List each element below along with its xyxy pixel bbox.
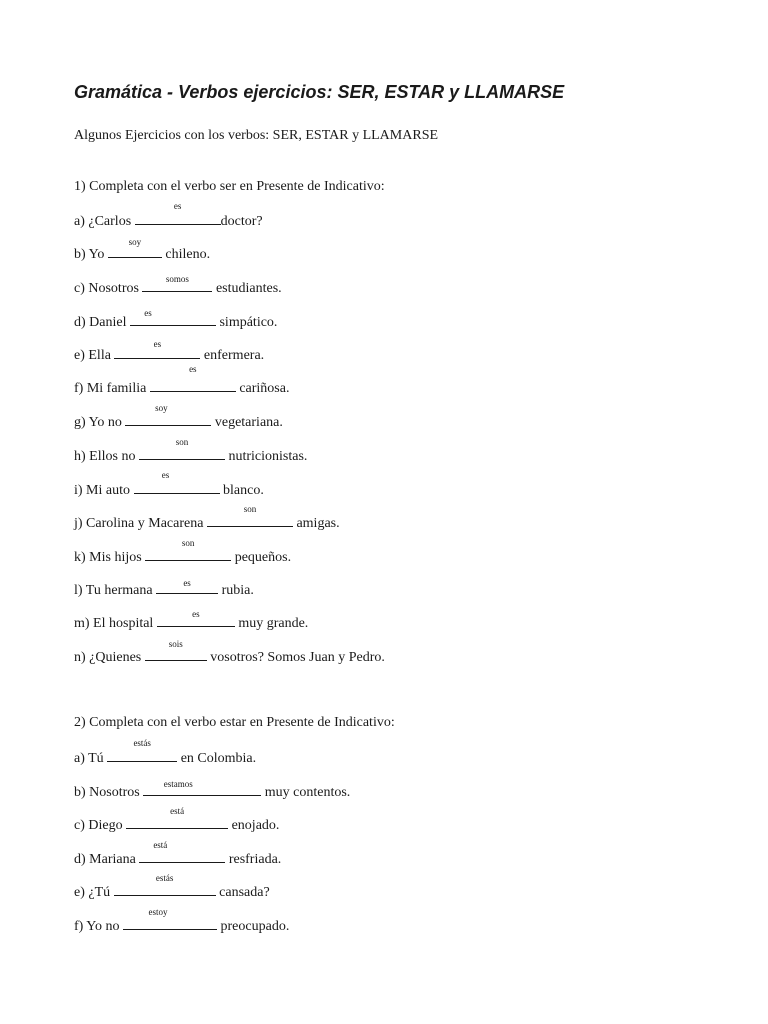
answer-text: es bbox=[144, 308, 152, 318]
answer-text: sois bbox=[168, 639, 183, 649]
exercise-line bbox=[74, 639, 385, 667]
exercise-line bbox=[74, 738, 257, 768]
answer-blank bbox=[156, 580, 218, 594]
answer-blank bbox=[207, 504, 293, 527]
exercise-suffix: chileno. bbox=[161, 247, 211, 262]
answer-blank bbox=[139, 840, 225, 863]
answer-blank bbox=[125, 403, 211, 426]
exercise-line bbox=[74, 779, 351, 802]
exercise-line bbox=[74, 403, 283, 432]
exercise-line bbox=[74, 806, 280, 835]
section2-instruction: 2) Completa con el verbo estar en Presente de Indicativo: bbox=[74, 715, 395, 730]
exercise-line bbox=[74, 274, 282, 298]
answer-blank bbox=[145, 538, 231, 561]
answer-blank bbox=[139, 437, 225, 460]
answer-blank bbox=[145, 639, 207, 661]
exercise-suffix: rubia. bbox=[218, 583, 254, 598]
exercise-prefix: a) ¿Carlos bbox=[74, 214, 135, 229]
answer-text: está bbox=[170, 806, 185, 816]
exercise-suffix: resfriada. bbox=[225, 852, 282, 867]
answer-blank bbox=[126, 806, 228, 829]
exercise-suffix: preocupado. bbox=[217, 919, 290, 934]
section1-instruction: 1) Completa con el verbo ser en Presente de Indicativo: bbox=[74, 179, 385, 194]
exercise-prefix: a) Tú bbox=[74, 751, 108, 766]
exercise-line bbox=[74, 237, 211, 264]
exercise-prefix: d) Daniel bbox=[74, 315, 130, 330]
answer-text: son bbox=[243, 504, 257, 514]
exercise-prefix: f) Mi familia bbox=[74, 381, 150, 396]
exercise-line bbox=[74, 437, 308, 466]
exercise-prefix: b) Yo bbox=[74, 247, 108, 262]
exercise-suffix: doctor? bbox=[220, 214, 263, 229]
exercise-line bbox=[74, 201, 263, 231]
exercise-prefix: h) Ellos no bbox=[74, 449, 139, 464]
exercise-suffix: amigas. bbox=[292, 516, 340, 531]
page-title: Gramática - Verbos ejercicios: SER, ESTAR y LLAMARSE bbox=[74, 82, 565, 102]
exercise-line bbox=[74, 609, 309, 633]
answer-blank bbox=[157, 609, 235, 627]
exercise-prefix: m) El hospital bbox=[74, 616, 157, 631]
answer-text: es bbox=[173, 201, 182, 211]
exercise-prefix: n) ¿Quienes bbox=[74, 650, 145, 665]
exercise-suffix: simpático. bbox=[215, 315, 278, 330]
exercise-suffix: muy contentos. bbox=[261, 785, 351, 800]
exercise-line bbox=[74, 504, 340, 533]
exercise-line bbox=[74, 470, 264, 500]
answer-text: es bbox=[153, 339, 162, 349]
exercise-suffix: vosotros? Somos Juan y Pedro. bbox=[206, 650, 385, 665]
answer-text: estás bbox=[133, 738, 151, 748]
answer-blank bbox=[150, 364, 236, 392]
exercise-prefix: b) Nosotros bbox=[74, 785, 144, 800]
answer-text: es bbox=[161, 470, 170, 480]
exercise-line bbox=[74, 308, 278, 332]
answer-text: estamos bbox=[163, 779, 193, 789]
exercise-prefix: d) Mariana bbox=[74, 852, 140, 867]
answer-blank bbox=[114, 873, 216, 896]
exercise-suffix: vegetariana. bbox=[211, 415, 283, 430]
answer-blank bbox=[143, 779, 261, 796]
exercise-suffix: enfermera. bbox=[200, 348, 265, 363]
exercise-prefix: k) Mis hijos bbox=[74, 550, 146, 565]
answer-text: somos bbox=[165, 274, 189, 284]
answer-blank bbox=[108, 237, 162, 258]
answer-text: son bbox=[175, 437, 189, 447]
exercise-suffix: pequeños. bbox=[231, 550, 292, 565]
exercise-prefix: c) Nosotros bbox=[74, 281, 143, 296]
exercise-suffix: nutricionistas. bbox=[224, 449, 308, 464]
exercise-prefix: l) Tu hermana bbox=[74, 583, 157, 598]
exercise-line bbox=[74, 907, 290, 936]
answer-text: es bbox=[189, 364, 197, 374]
answer-blank bbox=[130, 308, 216, 326]
answer-text: son bbox=[181, 538, 195, 548]
exercise-line bbox=[74, 580, 254, 600]
exercise-suffix: en Colombia. bbox=[177, 751, 257, 766]
answer-text: estoy bbox=[148, 907, 168, 917]
exercise-line bbox=[74, 339, 265, 365]
exercise-suffix: estudiantes. bbox=[212, 281, 282, 296]
exercise-suffix: cariñosa. bbox=[235, 381, 290, 396]
answer-blank bbox=[134, 470, 220, 494]
exercise-line bbox=[74, 364, 290, 398]
exercise-prefix: g) Yo no bbox=[74, 415, 126, 430]
answer-text: es bbox=[192, 609, 200, 619]
answer-blank bbox=[142, 274, 212, 292]
answer-text: está bbox=[153, 840, 168, 850]
exercise-prefix: e) Ella bbox=[74, 348, 115, 363]
answer-blank bbox=[135, 201, 221, 225]
exercise-suffix: enojado. bbox=[228, 818, 280, 833]
intro-text: Algunos Ejercicios con los verbos: SER, ESTAR y LLAMARSE bbox=[74, 128, 439, 143]
exercise-suffix: blanco. bbox=[219, 483, 264, 498]
exercise-prefix: f) Yo no bbox=[74, 919, 124, 934]
answer-text: soy bbox=[128, 237, 142, 247]
exercise-line bbox=[74, 873, 270, 902]
answer-blank bbox=[123, 907, 217, 930]
exercise-prefix: i) Mi auto bbox=[74, 483, 134, 498]
answer-blank bbox=[107, 738, 177, 762]
exercise-prefix: e) ¿Tú bbox=[74, 885, 114, 900]
answer-text: soy bbox=[155, 403, 168, 413]
exercise-line bbox=[74, 840, 282, 869]
exercise-suffix: muy grande. bbox=[234, 616, 309, 631]
exercise-line bbox=[74, 538, 292, 567]
exercise-prefix: c) Diego bbox=[74, 818, 127, 833]
exercise-prefix: j) Carolina y Macarena bbox=[74, 516, 207, 531]
answer-text: es bbox=[183, 578, 191, 588]
answer-text: estás bbox=[155, 873, 174, 883]
answer-blank bbox=[114, 339, 200, 359]
exercise-suffix: cansada? bbox=[215, 885, 270, 900]
